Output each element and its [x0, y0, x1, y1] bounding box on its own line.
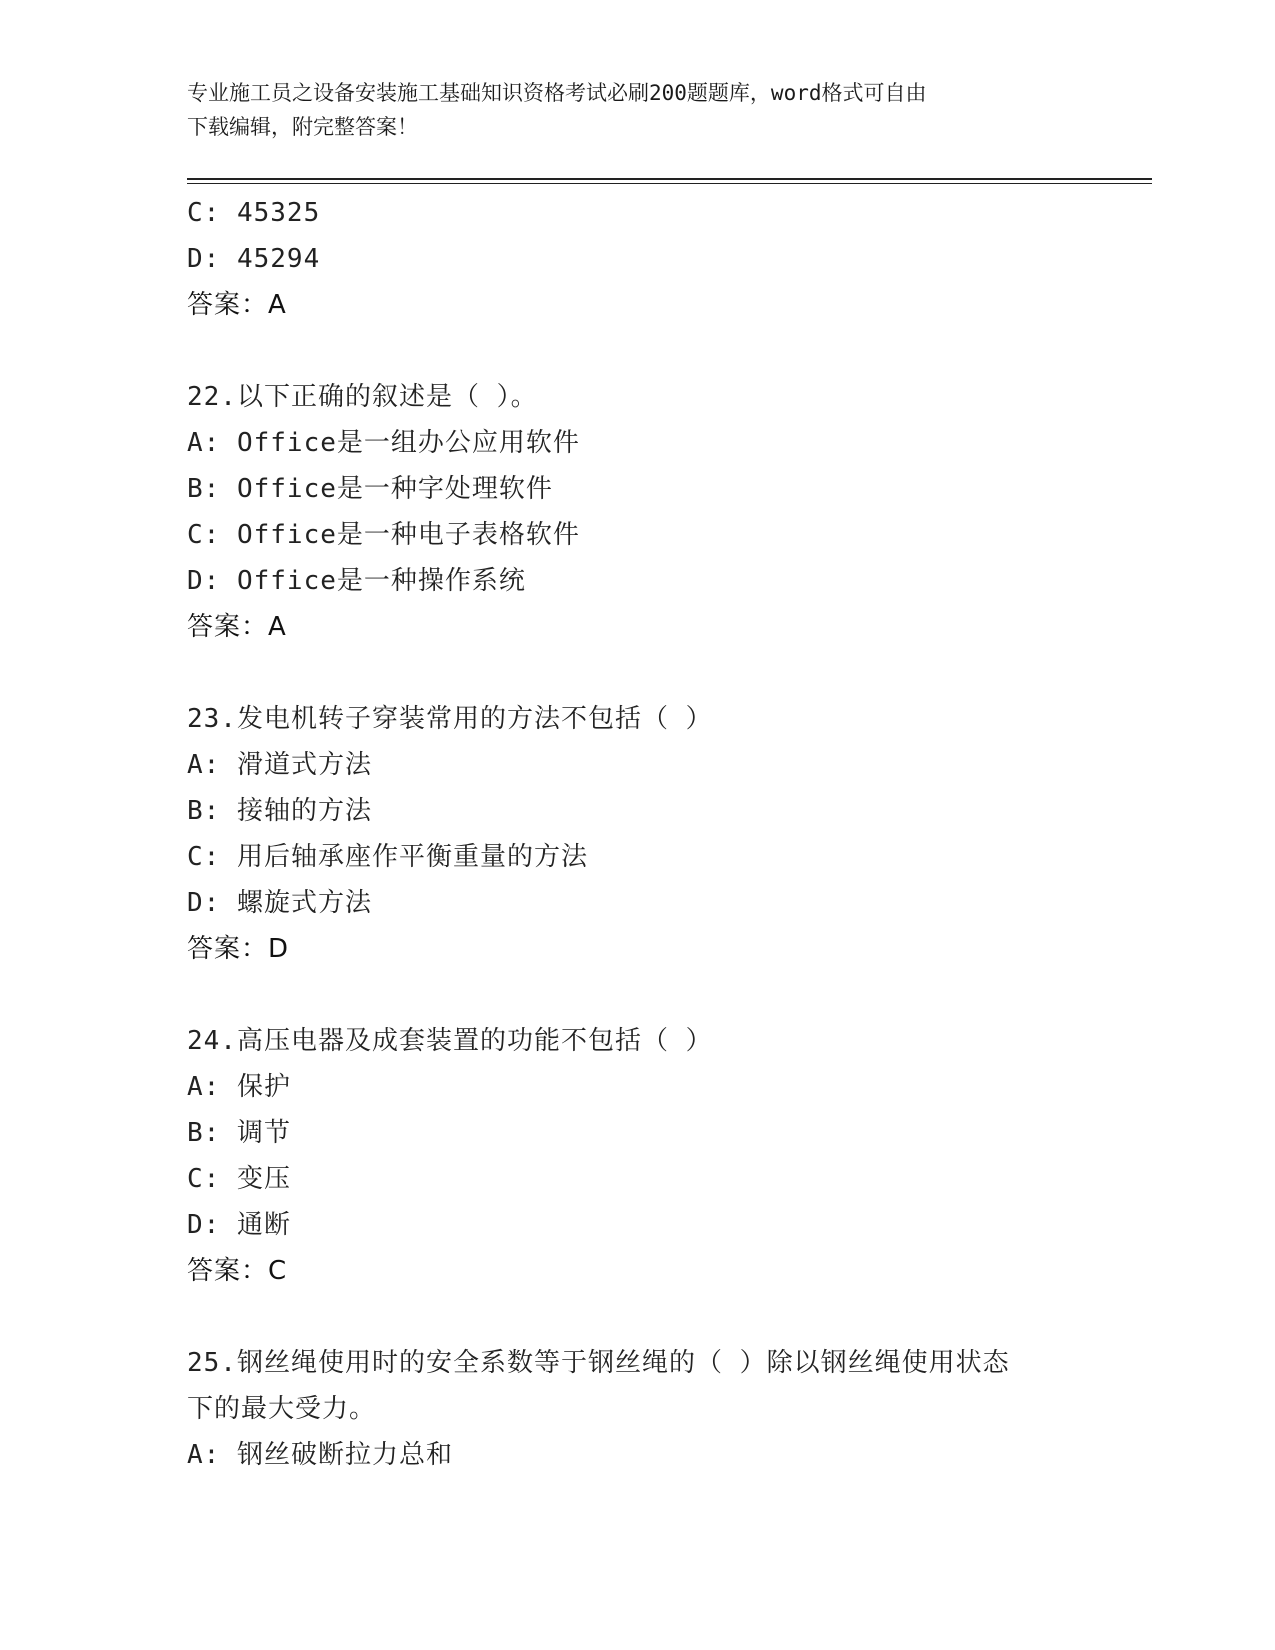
- q25-stem-line-2: 下的最大受力。: [187, 1394, 377, 1424]
- q23-option-b: B: 接轴的方法: [187, 796, 372, 826]
- q25-stem-line-1: 25.钢丝绳使用时的安全系数等于钢丝绳的（ ）除以钢丝绳使用状态: [187, 1348, 1010, 1378]
- q24-option-a: A: 保护: [187, 1072, 291, 1102]
- header-rule-thick: [187, 178, 1152, 180]
- q24-option-b: B: 调节: [187, 1118, 291, 1148]
- q22-stem: 22.以下正确的叙述是（ ）。: [187, 382, 538, 412]
- q24-option-c: C: 变压: [187, 1164, 291, 1194]
- header-line-2: 下载编辑，附完整答案！: [187, 115, 418, 139]
- prev-option-d: D: 45294: [187, 244, 321, 274]
- header-rule-thin: [187, 183, 1152, 184]
- q22-option-a: A: Office是一组办公应用软件: [187, 428, 580, 458]
- header-line-1: 专业施工员之设备安装施工基础知识资格考试必刷200题题库，word格式可自由: [187, 81, 927, 105]
- q23-stem: 23.发电机转子穿装常用的方法不包括（ ）: [187, 704, 713, 734]
- q22-option-d: D: Office是一种操作系统: [187, 566, 526, 596]
- document-header: [187, 76, 1067, 144]
- q23-option-d: D: 螺旋式方法: [187, 888, 372, 918]
- q23-option-c: C: 用后轴承座作平衡重量的方法: [187, 842, 588, 872]
- q23-option-a: A: 滑道式方法: [187, 750, 372, 780]
- question-content: [187, 190, 1087, 1478]
- q24-stem: 24.高压电器及成套装置的功能不包括（ ）: [187, 1026, 713, 1056]
- q22-option-b: B: Office是一种字处理软件: [187, 474, 553, 504]
- q24-answer: 答案：C: [187, 1256, 288, 1286]
- q23-answer: 答案：D: [187, 934, 290, 964]
- q24-option-d: D: 通断: [187, 1210, 291, 1240]
- prev-option-c: C: 45325: [187, 198, 321, 228]
- prev-answer: 答案：A: [187, 290, 287, 320]
- q22-option-c: C: Office是一种电子表格软件: [187, 520, 580, 550]
- q22-answer: 答案：A: [187, 612, 287, 642]
- q25-option-a: A: 钢丝破断拉力总和: [187, 1440, 453, 1470]
